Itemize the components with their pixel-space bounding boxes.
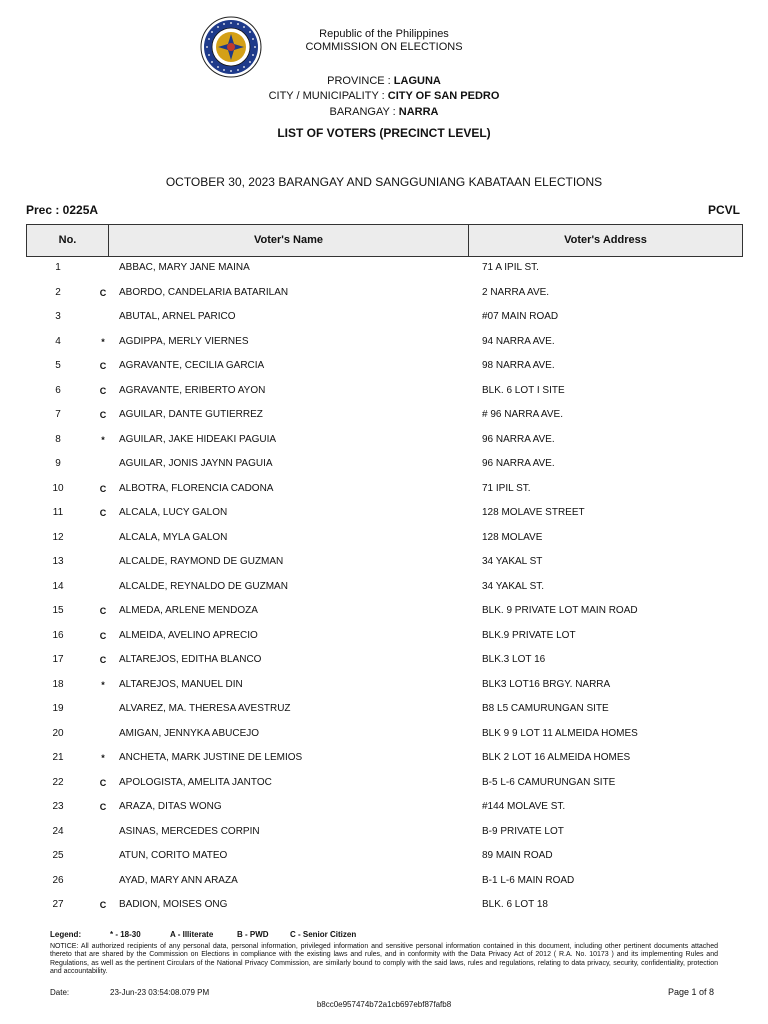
table-row xyxy=(26,675,743,700)
voter-number: 26 xyxy=(52,874,64,886)
table-row xyxy=(26,503,743,528)
voter-number: 5 xyxy=(55,360,61,371)
city-line xyxy=(0,90,768,103)
voter-number: 8 xyxy=(55,433,61,445)
agency-name: COMMISSION ON ELECTIONS xyxy=(305,41,463,53)
voter-name: AYAD, MARY ANN ARAZA xyxy=(119,874,238,886)
voter-number: 23 xyxy=(52,801,64,812)
table-row xyxy=(26,552,743,577)
voter-flag: C xyxy=(99,483,107,494)
voter-name: ALBOTRA, FLORENCIA CADONA xyxy=(119,482,274,494)
voter-address: B-5 L-6 CAMURUNGAN SITE xyxy=(482,776,616,788)
table-header xyxy=(26,224,743,257)
voter-list xyxy=(26,258,743,920)
voter-flag: C xyxy=(99,410,107,420)
table-row xyxy=(26,479,743,504)
column-header-address: Voter's Address xyxy=(564,234,647,246)
voter-address: 71 A IPIL ST. xyxy=(482,262,539,273)
voter-number: 7 xyxy=(55,409,61,420)
voter-number: 19 xyxy=(52,703,64,714)
voter-number: 12 xyxy=(52,531,64,543)
voter-number: 14 xyxy=(52,580,64,592)
voter-number: 6 xyxy=(55,384,61,396)
table-row xyxy=(26,601,743,626)
legend xyxy=(50,930,356,939)
voter-address: BLK 2 LOT 16 ALMEIDA HOMES xyxy=(482,752,631,763)
voter-name: ABBAC, MARY JANE MAINA xyxy=(119,262,250,273)
table-row xyxy=(26,356,743,381)
voter-name: AGUILAR, DANTE GUTIERREZ xyxy=(119,409,263,420)
document-hash: b8cc0e957474b72a1cb697ebf87fafb8 xyxy=(316,1000,452,1009)
column-header-no: No. xyxy=(27,225,109,256)
barangay-label: BARANGAY : xyxy=(329,106,399,118)
voter-address: 128 MOLAVE xyxy=(482,531,543,543)
voter-name: ALVAREZ, MA. THERESA AVESTRUZ xyxy=(119,703,291,714)
voter-address: BLK.3 LOT 16 xyxy=(482,654,546,665)
table-row xyxy=(26,577,743,602)
date-label: Date: xyxy=(50,988,70,997)
table-row xyxy=(26,650,743,675)
voter-name: ALCALA, LUCY GALON xyxy=(119,507,228,518)
voter-name: ALTAREJOS, MANUEL DIN xyxy=(119,678,243,690)
barangay-value: NARRA xyxy=(398,106,439,118)
voter-address: 34 YAKAL ST xyxy=(482,556,543,567)
voter-flag: C xyxy=(99,508,107,518)
voter-name: AGRAVANTE, ERIBERTO AYON xyxy=(119,384,266,396)
voter-flag: C xyxy=(99,802,107,812)
voter-address: B8 L5 CAMURUNGAN SITE xyxy=(482,703,609,714)
voter-name: AGRAVANTE, CECILIA GARCIA xyxy=(119,360,265,371)
voter-flag: C xyxy=(99,777,107,788)
voter-name: AGUILAR, JONIS JAYNN PAGUIA xyxy=(119,458,273,469)
table-row xyxy=(26,381,743,406)
page-number: Page 1 of 8 xyxy=(667,987,714,997)
voter-address: #07 MAIN ROAD xyxy=(482,311,559,322)
voter-number: 24 xyxy=(52,825,64,837)
legend-item: * - 18-30 xyxy=(110,930,141,939)
voter-name: ALMEIDA, AVELINO APRECIO xyxy=(119,629,258,641)
voter-number: 25 xyxy=(52,850,64,861)
voter-name: ANCHETA, MARK JUSTINE DE LEMIOS xyxy=(119,752,303,763)
table-row xyxy=(26,626,743,651)
voter-number: 2 xyxy=(55,286,61,298)
precinct-number: Prec : 0225A xyxy=(26,203,99,217)
legend-item: C - Senior Citizen xyxy=(290,930,357,939)
voter-address: 34 YAKAL ST. xyxy=(482,580,545,592)
table-row xyxy=(26,773,743,798)
voter-number: 15 xyxy=(52,605,64,616)
voter-name: APOLOGISTA, AMELITA JANTOC xyxy=(119,776,272,788)
table-row xyxy=(26,797,743,822)
table-row xyxy=(26,699,743,724)
voter-address: 89 MAIN ROAD xyxy=(482,850,553,861)
voter-flag: C xyxy=(99,606,107,616)
voter-flag: C xyxy=(99,900,107,910)
table-row xyxy=(26,846,743,871)
legend-item: B - PWD xyxy=(237,930,269,939)
voter-number: 4 xyxy=(55,335,61,347)
voter-number: 1 xyxy=(55,262,61,273)
table-row xyxy=(26,332,743,357)
table-row xyxy=(26,871,743,896)
voter-flag: * xyxy=(101,336,105,347)
table-row xyxy=(26,724,743,749)
voter-address: 128 MOLAVE STREET xyxy=(482,507,585,518)
voter-name: ARAZA, DITAS WONG xyxy=(119,801,222,812)
voter-name: ATUN, CORITO MATEO xyxy=(119,850,228,861)
voter-address: 71 IPIL ST. xyxy=(482,482,531,494)
voter-flag: * xyxy=(101,679,105,690)
voter-number: 27 xyxy=(52,899,64,910)
voter-name: ALCALDE, RAYMOND DE GUZMAN xyxy=(119,556,284,567)
voter-address: 96 NARRA AVE. xyxy=(482,458,555,469)
voter-number: 13 xyxy=(52,556,64,567)
voter-flag: C xyxy=(99,287,107,298)
voter-flag: C xyxy=(99,385,107,396)
voter-number: 17 xyxy=(52,654,64,665)
voter-address: # 96 NARRA AVE. xyxy=(482,409,563,420)
voter-flag: C xyxy=(99,361,107,371)
table-row xyxy=(26,405,743,430)
province-value: LAGUNA xyxy=(393,75,441,87)
voter-address: 98 NARRA AVE. xyxy=(482,360,555,371)
voter-flag: C xyxy=(99,655,107,665)
voter-name: ABUTAL, ARNEL PARICO xyxy=(119,311,236,322)
voter-number: 9 xyxy=(55,458,61,469)
legend-item: A - Illiterate xyxy=(170,930,214,939)
voter-address: BLK3 LOT16 BRGY. NARRA xyxy=(482,678,611,690)
voter-address: BLK. 6 LOT I SITE xyxy=(482,384,565,396)
voter-number: 11 xyxy=(52,507,64,518)
voter-number: 16 xyxy=(52,629,64,641)
table-row xyxy=(26,895,743,920)
list-type: PCVL xyxy=(707,203,740,217)
table-row xyxy=(26,454,743,479)
voter-address: BLK. 9 PRIVATE LOT MAIN ROAD xyxy=(482,605,638,616)
voter-name: ABORDO, CANDELARIA BATARILAN xyxy=(119,286,289,298)
document-title: LIST OF VOTERS (PRECINCT LEVEL) xyxy=(277,126,491,140)
voter-name: AGDIPPA, MERLY VIERNES xyxy=(119,335,249,347)
table-row xyxy=(26,822,743,847)
voter-address: B-9 PRIVATE LOT xyxy=(482,825,564,837)
voter-address: #144 MOLAVE ST. xyxy=(482,801,566,812)
print-date: 23-Jun-23 03:54:08.079 PM xyxy=(110,988,210,997)
table-row xyxy=(26,748,743,773)
voter-name: ALTAREJOS, EDITHA BLANCO xyxy=(119,654,262,665)
privacy-notice: NOTICE: All authorized recipients of any personal data, personal information, privileged information and sensitive personal information contained in this document, including other pertinent documents attached thereto that are shared by the Commission on Elections in compliance with the existing laws and rules, and in conformity with the Data Privacy Act of 2012 ( R.A. No. 10173 ) and its implementing Rules and Regulations, as well as the pertinent Circulars of the National Privacy Commission, are similarly bound to comply with the said laws, rules and regulations, relating to data privacy, security, confidentiality, protection and accountability. xyxy=(50,943,718,975)
voter-address: B-1 L-6 MAIN ROAD xyxy=(482,874,575,886)
legend-label: Legend: xyxy=(50,930,82,939)
voter-name: AGUILAR, JAKE HIDEAKI PAGUIA xyxy=(119,433,277,445)
voter-name: ALCALA, MYLA GALON xyxy=(119,531,228,543)
voter-number: 3 xyxy=(55,311,61,322)
voter-number: 18 xyxy=(52,678,64,690)
voter-address: 96 NARRA AVE. xyxy=(482,433,555,445)
voter-address: BLK.9 PRIVATE LOT xyxy=(482,629,576,641)
province-label: PROVINCE : xyxy=(327,75,394,87)
table-row xyxy=(26,528,743,553)
barangay-line xyxy=(0,106,768,119)
voter-name: AMIGAN, JENNYKA ABUCEJO xyxy=(119,727,260,739)
voter-address: BLK 9 9 LOT 11 ALMEIDA HOMES xyxy=(482,727,638,739)
table-row xyxy=(26,307,743,332)
voter-number: 20 xyxy=(52,727,64,739)
voter-address: BLK. 6 LOT 18 xyxy=(482,899,548,910)
city-label: CITY / MUNICIPALITY : xyxy=(268,90,388,102)
table-row xyxy=(26,430,743,455)
election-title: OCTOBER 30, 2023 BARANGAY AND SANGGUNIANG KABATAAN ELECTIONS xyxy=(165,175,603,189)
voter-address: 2 NARRA AVE. xyxy=(482,286,550,298)
voter-flag: C xyxy=(99,630,107,641)
voter-number: 22 xyxy=(52,776,64,788)
city-value: CITY OF SAN PEDRO xyxy=(387,90,500,102)
voter-flag: * xyxy=(101,753,105,763)
province-line xyxy=(0,75,768,88)
column-header-name: Voter's Name xyxy=(109,225,469,256)
country-name: Republic of the Philippines xyxy=(319,28,449,40)
voter-flag: * xyxy=(101,434,105,445)
voter-name: BADION, MOISES ONG xyxy=(119,899,228,910)
voter-name: ALCALDE, REYNALDO DE GUZMAN xyxy=(119,580,288,592)
voter-name: ASINAS, MERCEDES CORPIN xyxy=(119,825,260,837)
voter-name: ALMEDA, ARLENE MENDOZA xyxy=(119,605,258,616)
voter-number: 21 xyxy=(52,752,64,763)
voter-address: 94 NARRA AVE. xyxy=(482,335,555,347)
table-row xyxy=(26,258,743,283)
voter-number: 10 xyxy=(52,482,64,494)
table-row xyxy=(26,283,743,308)
